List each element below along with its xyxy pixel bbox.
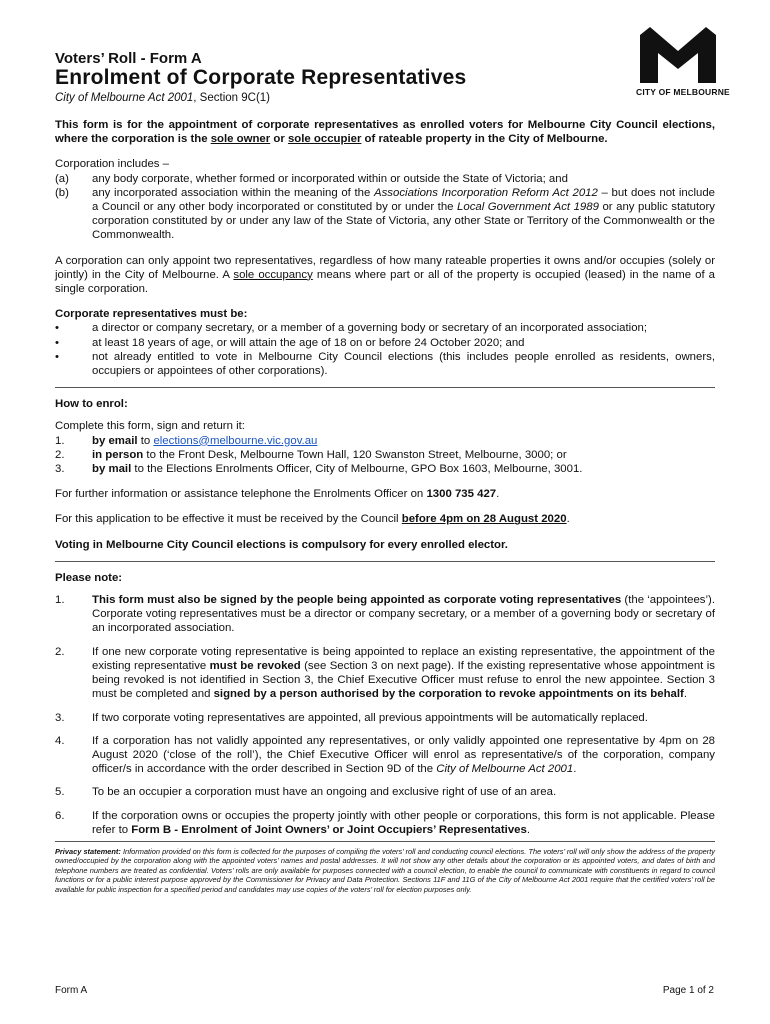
note-item: 3. If two corporate voting representatives are appointed, all previous appointments will be automatically replaced. — [55, 711, 648, 724]
requirement-item: • not already entitled to vote in Melbourne City Council elections (this includes people enrolled as residents, owners, occupiers or appointees of other corporations). — [55, 350, 715, 378]
act-section: , Section 9C(1) — [193, 92, 270, 104]
act-name: City of Melbourne Act 2001 — [55, 92, 194, 104]
deadline-date: before 4pm on 28 August 2020 — [401, 513, 567, 526]
requirement-item: • at least 18 years of age, or will attain the age of 18 on or before 24 October 2020; and — [55, 336, 525, 349]
note-item: 2. If one new corporate voting representative is being appointed to replace an existing representative, the appointment of the existing representative must be revoked (see Section 3 on next page). If the existing representative whose appointment is being revoked is not identified in Section 3, the Chief Executive Officer must refuse to enrol the new appointee. Section 3 must be completed and signed by a person authorised by the corporation to revoke appointments on its behalf. — [55, 645, 715, 701]
footer-form-label: Form A — [55, 985, 88, 996]
act-reference — [55, 92, 270, 104]
compulsory-voting-notice: Voting in Melbourne City Council elections is compulsory for every enrolled elector. — [55, 538, 508, 551]
enrol-method-in-person: 2. in person to the Front Desk, Melbourne Town Hall, 120 Swanston Street, Melbourne, 3000; or — [55, 448, 567, 461]
please-note-heading: Please note: — [55, 571, 123, 584]
note-item: 5. To be an occupier a corporation must have an ongoing and exclusive right of use of an area. — [55, 786, 557, 799]
phone-info: For further information or assistance telephone the Enrolments Officer on 1300 735 427. — [55, 488, 500, 501]
logo-text: CITY OF MELBOURNE — [636, 87, 730, 97]
note-item: 1. This form must also be signed by the people being appointed as corporate voting representatives (the ‘appointees’). Corporate voting representatives must be a director or company secretary, or a member of a governing body or secretary of an incorporated association. — [55, 594, 715, 635]
city-of-melbourne-m-logo-icon — [636, 25, 720, 85]
how-to-enrol-heading: How to enrol: — [55, 398, 128, 411]
form-body — [55, 118, 715, 894]
definition-b — [55, 186, 715, 243]
sole-owner-term: sole owner — [210, 133, 271, 146]
section-divider — [55, 841, 715, 842]
page-title: Enrolment of Corporate Representatives — [55, 66, 467, 89]
enrol-method-email: 1. by email to elections@melbourne.vic.gov.au — [55, 434, 318, 447]
sole-occupier-term: sole occupier — [287, 133, 362, 146]
definition-a-text: any body corporate, whether formed or incorporated within or outside the State of Victoria; and — [92, 172, 568, 185]
how-to-enrol-intro: Complete this form, sign and return it: — [55, 420, 245, 433]
requirement-item: • a director or company secretary, or a member of a governing body or secretary of an incorporated association; — [55, 322, 648, 335]
email-link[interactable]: elections@melbourne.vic.gov.au — [153, 434, 318, 447]
definition-a-label: (a) — [55, 172, 69, 185]
note-item: 6. If the corporation owns or occupies the property jointly with other people or corporations, this form is not applicable. Please refer to Form B - Enrolment of Joint Owners’ or Joint Occupiers’ Representatives. — [55, 809, 715, 836]
page-number: Page 1 of 2 — [662, 985, 714, 996]
enrol-method-mail: 3. by mail to the Elections Enrolments Officer, City of Melbourne, GPO Box 1603, Melbourne, 3001. — [55, 463, 583, 476]
intro-text-end: of rateable property in the City of Melbourne. — [361, 133, 608, 146]
section-divider — [55, 387, 715, 388]
corporation-includes: Corporation includes – — [55, 158, 169, 171]
phone-number: 1300 735 427 — [426, 488, 497, 501]
section-divider — [55, 561, 715, 562]
privacy-statement: Privacy statement: Information provided on this form is collected for the purposes of compiling the voters’ roll and conducting council elections. The voters’ roll will only show the address of the property owned/occupied by the corporation along with the appointed voters’ names and postal addresses. It will not show any other details about the corporation or its appointed voters, and dates of birth and telephone numbers are treated as confidential. Voters’ rolls are only available for purposes connected with a council election, to enable the council to communicate with constituents in regard to council functions or for a public interest purpose approved by the Commissioner for Privacy and Data Protection. Sections 11F and 11G of the City of Melbourne Act 2001 require that the certified voters’ roll be available for public inspection for a specified period and candidates may use copies of the voters’ roll for election purposes only. — [55, 846, 715, 894]
definition-a — [55, 172, 715, 186]
form-label: Voters’ Roll - Form A — [55, 50, 202, 67]
definition-b-text: any incorporated association within the meaning of the Associations Incorporation Reform Act 2012 – but does not include a Council or any other body incorporated or constituted by or under the Local Government Act 1989 or any public statutory corporation constituted by or under any law of the State of Victoria, any other State or Territory of the Commonwealth or the Commonwealth. — [92, 186, 715, 242]
definition-b-label: (b) — [55, 186, 69, 199]
sole-occupancy-term: sole occupancy — [233, 268, 313, 281]
intro-paragraph — [55, 118, 715, 146]
two-representatives-paragraph: A corporation can only appoint two representatives, regardless of how many rateable properties it owns and/or occupies (solely or jointly) in the City of Melbourne. A sole occupancy means where part or all of the property is occupied (leased) in the name of a single corporation. — [55, 254, 715, 296]
requirements-heading: Corporate representatives must be: — [55, 308, 248, 321]
deadline-info: For this application to be effective it must be received by the Council before 4pm on 28 August 2020. — [55, 513, 570, 526]
city-of-melbourne-logo — [636, 25, 730, 97]
intro-or: or — [270, 133, 288, 146]
note-item: 4. If a corporation has not validly appointed any representatives, or only validly appointed one representative by 4pm on 28 August 2020 (‘close of the roll’), the Chief Executive Officer will enrol as representative/s of the corporation, company officer/s in accordance with the order described in Section 9D of the City of Melbourne Act 2001. — [55, 734, 715, 776]
intro-text: This form is for the appointment of corporate representatives as enrolled voters for Melbourne City Council elections, where the corporation is the — [55, 119, 715, 146]
